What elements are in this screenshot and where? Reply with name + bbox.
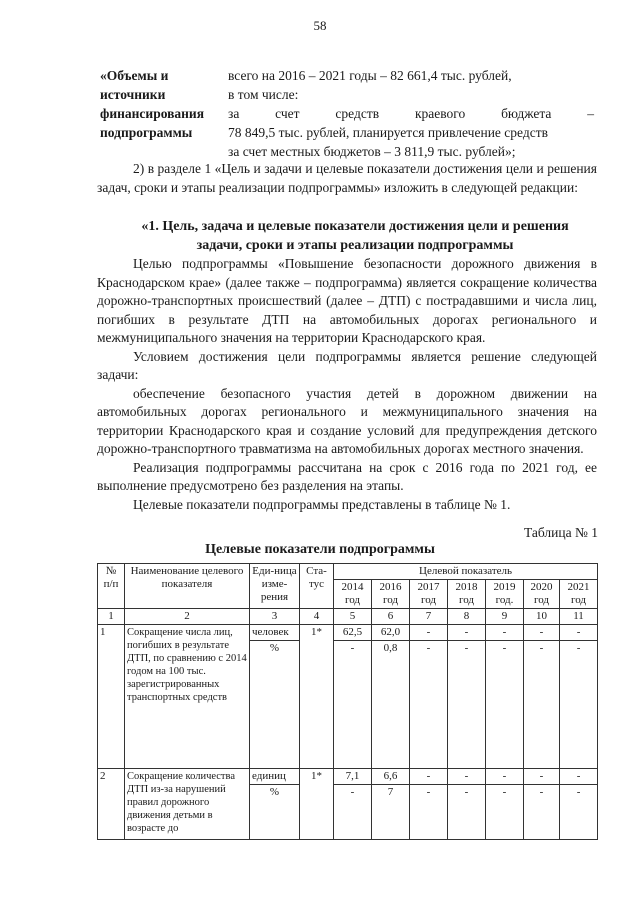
header-year: 2014 год <box>334 580 372 609</box>
passport-label-line: финансирования <box>100 106 205 121</box>
row-unit: единиц <box>250 769 300 785</box>
body-text <box>97 255 597 514</box>
row-num: 2 <box>98 769 125 840</box>
header-year: 2017 год <box>410 580 448 609</box>
table-row <box>98 625 598 641</box>
task-paragraph: обеспечение безопасного участия детей в дорожном движении на автомобильных дорогах регионального и межмуниципального значения на территории Краснодарского края и создание условий для предупреждения детского дорожно-транспортного травматизма на автомобильных дорогах местного значения. <box>97 385 597 456</box>
header-year: 2019 год. <box>486 580 524 609</box>
passport-label-line: подпрограммы <box>100 125 193 140</box>
passport-value-line: всего на 2016 – 2021 годы – 82 661,4 тыс. рублей, <box>228 68 512 83</box>
row-value: 62,5 <box>334 625 372 641</box>
period-paragraph: Реализация подпрограммы рассчитана на срок с 2016 года по 2021 год, ее выполнение предусмотрено без разделения на этапы. <box>97 459 597 493</box>
passport-value-line: в том числе: <box>228 87 299 102</box>
row-status: 1* <box>300 769 334 840</box>
row-value: - <box>560 641 598 769</box>
row-value: - <box>448 641 486 769</box>
row-status: 1* <box>300 625 334 769</box>
row-value: - <box>560 625 598 641</box>
passport-value-line: за счет местных бюджетов – 3 811,9 тыс. рублей»; <box>228 144 516 159</box>
target-indicators-table <box>97 563 598 840</box>
col-number: 10 <box>524 609 560 625</box>
passport-value <box>228 66 594 161</box>
col-number: 3 <box>250 609 300 625</box>
header-year: 2018 год <box>448 580 486 609</box>
passport-label-line: источники <box>100 87 166 102</box>
col-number: 4 <box>300 609 334 625</box>
row-value: 0,8 <box>372 641 410 769</box>
row-value: - <box>524 769 560 785</box>
passport-value-line: за счет средств краевого бюджета – <box>228 106 594 121</box>
header-year: 2021 год <box>560 580 598 609</box>
header-num: № п/п <box>98 564 125 609</box>
row-unit: % <box>250 641 300 769</box>
header-name: Наименование целевого показателя <box>125 564 250 609</box>
col-number: 9 <box>486 609 524 625</box>
row-unit: человек <box>250 625 300 641</box>
header-year: 2020 год <box>524 580 560 609</box>
table-caption: Таблица № 1 <box>524 525 598 540</box>
row-value: - <box>524 625 560 641</box>
row-value: - <box>448 625 486 641</box>
row-value: - <box>410 785 448 840</box>
row-value: - <box>410 641 448 769</box>
row-value: 7 <box>372 785 410 840</box>
row-value: 6,6 <box>372 769 410 785</box>
row-value: - <box>524 641 560 769</box>
page-number: 58 <box>313 18 327 33</box>
section-heading: «1. Цель, задача и целевые показатели достижения цели и решения задачи, сроки и этапы реализации подпрограммы <box>141 219 569 253</box>
row-value: - <box>410 625 448 641</box>
row-value: - <box>486 641 524 769</box>
passport-value-line: 78 849,5 тыс. рублей, планируется привлечение средств <box>228 125 548 140</box>
table-reference-paragraph: Целевые показатели подпрограммы представлены в таблице № 1. <box>133 496 511 512</box>
header-target: Целевой показатель <box>334 564 598 580</box>
col-number: 5 <box>334 609 372 625</box>
col-number: 11 <box>560 609 598 625</box>
row-indicator-name: Сокращение числа лиц, погибших в результате ДТП, по сравнению с 2014 годом на 100 тыс. зарегистрированных транспортных средств <box>125 625 250 769</box>
row-value: - <box>486 769 524 785</box>
row-value: - <box>486 625 524 641</box>
passport-label <box>100 66 225 142</box>
header-row <box>98 564 598 580</box>
row-value: - <box>448 785 486 840</box>
row-value: 62,0 <box>372 625 410 641</box>
row-indicator-name: Сокращение количества ДТП из-за нарушений правил дорожного движения детьми в возрасте до <box>125 769 250 840</box>
row-value: - <box>334 785 372 840</box>
row-value: - <box>524 785 560 840</box>
row-value: - <box>334 641 372 769</box>
condition-paragraph: Условием достижения цели подпрограммы является решение следующей задачи: <box>97 348 597 382</box>
col-number: 6 <box>372 609 410 625</box>
header-unit: Еди-ница изме-рения <box>250 564 300 609</box>
header-year: 2016 год <box>372 580 410 609</box>
passport-label-line: «Объемы и <box>100 68 169 83</box>
col-number: 7 <box>410 609 448 625</box>
amendment-paragraph: 2) в разделе 1 «Цель и задачи и целевые показатели достижения цели и решения задач, сроки и этапы реализации подпрограммы» изложить в следующей редакции: <box>97 161 597 195</box>
row-value: - <box>560 769 598 785</box>
col-number: 1 <box>98 609 125 625</box>
col-number: 8 <box>448 609 486 625</box>
row-value: - <box>410 769 448 785</box>
table-title: Целевые показатели подпрограммы <box>205 542 435 557</box>
row-value: - <box>560 785 598 840</box>
goal-paragraph: Целью подпрограммы «Повышение безопасности дорожного движения в Краснодарском крае» (далее также – подпрограмма) является сокращение количества дорожно-транспортных происшествий (далее – ДТП) с пострадавшими и числа лиц, погибших в результате ДТП на автомобильных дорогах регионального и межмуниципального значения на территории Краснодарского края. <box>97 256 597 345</box>
row-num: 1 <box>98 625 125 769</box>
row-unit: % <box>250 785 300 840</box>
table-row <box>98 769 598 785</box>
column-numbers-row <box>98 609 598 625</box>
row-value: 7,1 <box>334 769 372 785</box>
row-value: - <box>486 785 524 840</box>
header-status: Ста-тус <box>300 564 334 609</box>
row-value: - <box>448 769 486 785</box>
col-number: 2 <box>125 609 250 625</box>
